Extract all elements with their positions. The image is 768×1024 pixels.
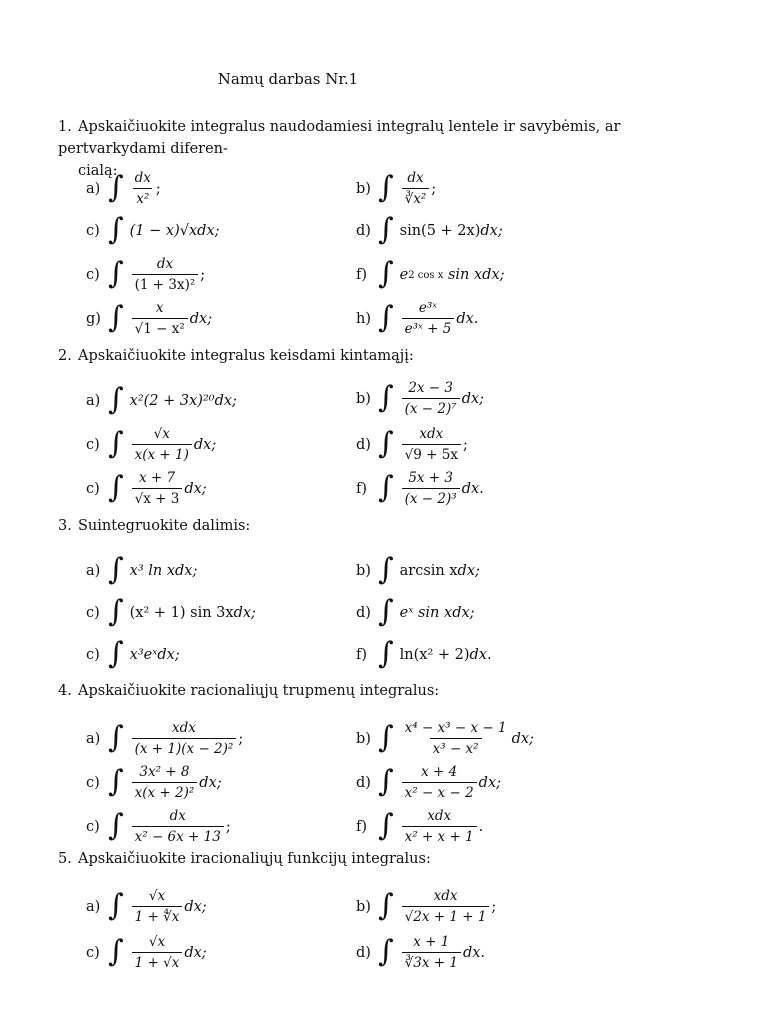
item-label: a) xyxy=(86,563,101,579)
fraction xyxy=(402,470,460,507)
fraction xyxy=(132,934,183,971)
exercise-5c xyxy=(86,934,207,971)
exercise-4a xyxy=(86,720,243,757)
integral-sign: ∫ xyxy=(108,382,124,417)
item-label: c) xyxy=(86,818,100,835)
exercise-5b xyxy=(356,888,496,925)
integral-sign: ∫ xyxy=(378,594,394,629)
fraction xyxy=(132,888,183,925)
section-number: 3. xyxy=(58,518,72,534)
denominator: (1 + 3x)² xyxy=(132,274,199,293)
item-label: b) xyxy=(356,898,371,915)
denominator: x² − 6x + 13 xyxy=(132,826,224,845)
exercise-1b xyxy=(356,170,436,207)
denominator: ∛x² xyxy=(402,188,430,207)
numerator: √x xyxy=(148,934,166,950)
exercise-5d xyxy=(356,934,485,971)
numerator: 5x + 3 xyxy=(408,470,453,486)
fraction xyxy=(132,170,154,207)
item-tail: dx; xyxy=(184,898,207,915)
denominator: √x + 3 xyxy=(132,488,183,507)
item-tail: dx. xyxy=(461,480,484,497)
item-tail: dx; xyxy=(157,647,180,663)
denominator: e³ˣ + 5 xyxy=(402,318,455,337)
item-tail: . xyxy=(478,818,484,835)
item-tail: ; xyxy=(462,436,468,453)
item-label: f) xyxy=(356,818,368,835)
integrand: sin(5 + 2x) xyxy=(399,223,481,239)
numerator: dx xyxy=(169,808,186,824)
section-number: 2. xyxy=(58,348,72,364)
integral-sign: ∫ xyxy=(108,469,124,505)
exercise-3c xyxy=(86,594,256,629)
exercise-3e xyxy=(86,636,180,671)
integral-sign: ∫ xyxy=(378,256,394,291)
integral-sign: ∫ xyxy=(378,379,394,415)
item-label: f) xyxy=(356,480,368,497)
fraction xyxy=(132,808,224,845)
integral-sign: ∫ xyxy=(108,255,124,291)
numerator: xdx xyxy=(433,888,458,904)
exercise-1f xyxy=(356,256,505,291)
item-label: a) xyxy=(86,180,101,197)
numerator: dx xyxy=(407,170,424,186)
denominator: x² xyxy=(133,188,152,207)
item-label: b) xyxy=(356,563,371,579)
exercise-1g xyxy=(86,300,212,337)
fraction xyxy=(402,426,461,463)
denominator: x³ − x² xyxy=(430,738,482,757)
integral-sign: ∫ xyxy=(378,807,394,843)
denominator: ∛3x + 1 xyxy=(402,952,461,971)
item-tail: ; xyxy=(238,730,244,747)
exercise-1a xyxy=(86,170,161,207)
denominator: √9 + 5x xyxy=(402,444,461,463)
exercise-1c xyxy=(86,212,220,247)
denominator: √1 − x² xyxy=(132,318,188,337)
item-label: b) xyxy=(356,390,371,407)
item-tail: ; xyxy=(431,180,437,197)
item-tail: dx. xyxy=(462,944,486,961)
item-tail: dx; xyxy=(199,774,222,791)
integrand: arcsin x xyxy=(399,563,458,579)
integral-sign: ∫ xyxy=(108,887,124,923)
exercise-4e xyxy=(86,808,231,845)
item-label: d) xyxy=(356,605,371,621)
item-label: d) xyxy=(356,223,371,239)
item-label: a) xyxy=(86,898,101,915)
section-5-heading xyxy=(58,848,728,870)
denominator: x(x + 2)² xyxy=(132,782,198,801)
item-label: c) xyxy=(86,480,100,497)
item-label: b) xyxy=(356,730,371,747)
denominator: 1 + ∜x xyxy=(132,906,183,925)
integral-sign: ∫ xyxy=(108,807,124,843)
integral-sign: ∫ xyxy=(378,719,394,755)
exercise-3b xyxy=(356,552,480,587)
exercise-4b xyxy=(356,720,534,757)
section-number: 4. xyxy=(58,683,72,699)
integral-sign: ∫ xyxy=(378,552,394,587)
item-tail: dx; xyxy=(478,774,502,791)
item-tail: dx; xyxy=(452,605,475,621)
integrand: (1 − x)√x xyxy=(129,223,198,239)
item-label: c) xyxy=(86,774,100,791)
integral-sign: ∫ xyxy=(108,719,124,755)
integral-sign: ∫ xyxy=(378,212,394,247)
numerator: x + 7 xyxy=(138,470,176,486)
denominator: (x − 2)³ xyxy=(402,488,460,507)
item-label: d) xyxy=(356,944,371,961)
item-label: a) xyxy=(86,393,101,409)
integral-sign: ∫ xyxy=(378,469,394,505)
integrand: eˣ sin x xyxy=(399,605,453,621)
denominator: x² − x − 2 xyxy=(402,782,477,801)
section-text: Apskaičiuokite iracionaliųjų funkcijų integralus: xyxy=(78,851,431,867)
exercise-4f xyxy=(356,808,483,845)
fraction xyxy=(132,720,237,757)
item-tail: dx; xyxy=(480,223,503,239)
item-tail: ; xyxy=(491,898,497,915)
exercise-4d xyxy=(356,764,501,801)
integral-sign: ∫ xyxy=(378,169,394,205)
item-label: a) xyxy=(86,730,101,747)
item-tail: dx; xyxy=(189,310,213,327)
section-text-continued: cialą: xyxy=(78,163,118,179)
integral-sign: ∫ xyxy=(378,425,394,461)
fraction xyxy=(132,256,199,293)
denominator: √2x + 1 + 1 xyxy=(402,906,490,925)
section-text: Suintegruokite dalimis: xyxy=(78,518,251,534)
item-label: d) xyxy=(356,774,371,791)
exercise-1d xyxy=(356,212,503,247)
item-tail: dx; xyxy=(197,223,220,239)
exercise-1e xyxy=(86,256,205,293)
integral-sign: ∫ xyxy=(108,594,124,629)
exercise-5a xyxy=(86,888,207,925)
numerator: 2x − 3 xyxy=(408,380,453,396)
section-2-heading xyxy=(58,345,728,367)
item-tail: dx; xyxy=(457,563,480,579)
section-4-heading xyxy=(58,680,728,702)
section-text: Apskaičiuokite racionaliųjų trupmenų integralus: xyxy=(78,683,440,699)
item-label: f) xyxy=(356,647,368,663)
item-tail: dx; xyxy=(461,390,485,407)
integrand: x²(2 + 3x)²⁰ xyxy=(129,393,215,409)
integrand: ln(x² + 2) xyxy=(399,647,470,663)
integral-sign: ∫ xyxy=(108,169,124,205)
item-tail: dx; xyxy=(233,605,256,621)
integrand: (x² + 1) sin 3x xyxy=(129,605,234,621)
fraction xyxy=(402,764,477,801)
item-tail: dx; xyxy=(175,563,198,579)
integral-sign: ∫ xyxy=(378,763,394,799)
exercise-4c xyxy=(86,764,222,801)
item-label: c) xyxy=(86,647,100,663)
numerator: 3x² + 8 xyxy=(139,764,190,780)
fraction xyxy=(132,426,192,463)
fraction xyxy=(402,170,430,207)
exercise-3d xyxy=(356,594,475,629)
integral-sign: ∫ xyxy=(108,425,124,461)
integral-sign: ∫ xyxy=(378,636,394,671)
numerator: dx xyxy=(156,256,174,272)
exponent: 2 cos x xyxy=(408,269,444,281)
fraction xyxy=(402,380,460,417)
integral-sign: ∫ xyxy=(108,763,124,799)
exercise-3a xyxy=(86,552,198,587)
numerator: xdx xyxy=(419,426,444,442)
numerator: √x xyxy=(148,888,166,904)
integral-sign: ∫ xyxy=(108,636,124,671)
item-label: h) xyxy=(356,310,371,327)
exercise-2c xyxy=(86,426,216,463)
exercise-2a xyxy=(86,382,237,417)
denominator: x(x + 1) xyxy=(132,444,192,463)
item-tail: ; xyxy=(155,180,161,197)
item-tail: dx; xyxy=(184,480,207,497)
fraction xyxy=(132,470,183,507)
integrand: e xyxy=(399,267,409,283)
item-tail: dx. xyxy=(469,647,492,663)
integral-sign: ∫ xyxy=(108,552,124,587)
exercise-1h xyxy=(356,300,478,337)
integral-sign: ∫ xyxy=(378,933,394,969)
exercise-3f xyxy=(356,636,492,671)
denominator: 1 + √x xyxy=(132,952,183,971)
denominator: x² + x + 1 xyxy=(402,826,477,845)
fraction xyxy=(402,808,477,845)
integral-sign: ∫ xyxy=(378,887,394,923)
item-label: c) xyxy=(86,436,100,453)
item-label: g) xyxy=(86,310,101,327)
denominator: (x + 1)(x − 2)² xyxy=(132,738,237,757)
numerator: xdx xyxy=(427,808,452,824)
numerator: x⁴ − x³ − x − 1 xyxy=(404,720,507,736)
numerator: e³ˣ xyxy=(418,300,438,316)
section-number: 1. xyxy=(58,119,72,135)
item-label: c) xyxy=(86,944,100,961)
item-label: c) xyxy=(86,266,100,283)
exercise-2e xyxy=(86,470,207,507)
item-tail: dx; xyxy=(193,436,217,453)
numerator: xdx xyxy=(172,720,196,736)
integral-sign: ∫ xyxy=(108,299,124,335)
numerator: dx xyxy=(134,170,151,186)
fraction xyxy=(402,888,490,925)
item-label: c) xyxy=(86,605,100,621)
integral-sign: ∫ xyxy=(378,299,394,335)
numerator: x + 4 xyxy=(421,764,458,780)
item-tail: ; xyxy=(225,818,231,835)
item-tail: dx; xyxy=(184,944,207,961)
integrand: x³eˣ xyxy=(129,647,158,663)
integral-sign: ∫ xyxy=(108,212,124,247)
item-tail: ; xyxy=(200,266,206,283)
fraction xyxy=(132,300,188,337)
fraction xyxy=(402,300,455,337)
section-3-heading xyxy=(58,515,728,537)
item-tail: sin xdx; xyxy=(447,267,505,283)
exercise-2d xyxy=(356,426,468,463)
numerator: √x xyxy=(153,426,170,442)
numerator: x xyxy=(155,300,164,316)
fraction xyxy=(402,934,461,971)
section-number: 5. xyxy=(58,851,72,867)
item-label: d) xyxy=(356,436,371,453)
item-tail: dx; xyxy=(511,730,534,747)
numerator: x + 1 xyxy=(413,934,450,950)
item-label: b) xyxy=(356,180,371,197)
fraction xyxy=(132,764,198,801)
item-label: f) xyxy=(356,267,368,283)
item-label: c) xyxy=(86,223,100,239)
integral-sign: ∫ xyxy=(108,933,124,969)
page-title: Namų darbas Nr.1 xyxy=(217,70,359,88)
section-text: Apskaičiuokite integralus keisdami kintamąjį: xyxy=(78,348,414,364)
integrand: x³ ln x xyxy=(129,563,176,579)
item-tail: dx. xyxy=(456,310,479,327)
denominator: (x − 2)⁷ xyxy=(402,398,460,417)
section-text: Apskaičiuokite integralus naudodamiesi integralų lentele ir savybėmis, ar pertvarkydami diferen- xyxy=(58,119,621,157)
exercise-2b xyxy=(356,380,484,417)
exercise-2f xyxy=(356,470,484,507)
fraction xyxy=(402,720,510,757)
item-tail: dx; xyxy=(214,393,237,409)
